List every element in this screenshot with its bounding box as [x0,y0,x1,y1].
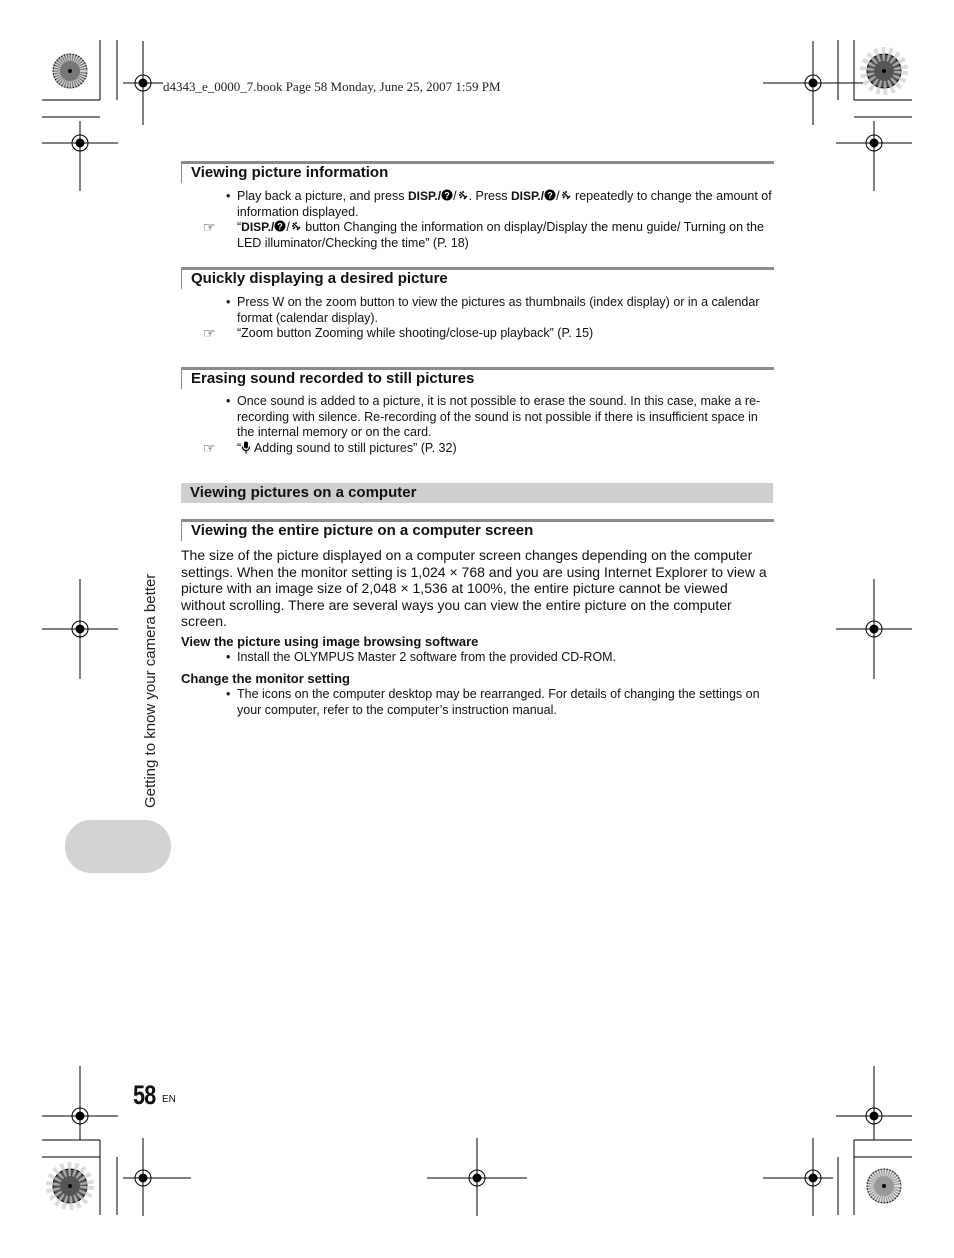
light-icon [457,189,469,201]
help-icon [274,220,286,232]
reference-text: “DISP./ ? / button Changing the information on display/Display the menu guide/ Turning on the LED illuminator/Checking the time” (P. 18) [237,220,764,250]
reference-text: “ Adding sound to still pictures” (P. 32) [237,441,457,455]
subheading-monitor-setting: Change the monitor setting [181,671,350,686]
heading-viewing-picture-information [181,161,774,183]
reference-text: “Zoom button Zooming while shooting/close-up playback” (P. 15) [237,326,594,340]
light-icon [560,189,572,201]
reference-hand-icon: ☞ [203,325,216,341]
list-item-text: Install the OLYMPUS Master 2 software from the provided CD-ROM. [237,650,617,664]
chapter-tab [65,820,171,873]
svg-text:?: ? [444,190,450,201]
light-icon [290,220,302,232]
disp-label: DISP./ [510,189,545,203]
heading-text: Viewing the entire picture on a computer screen [191,522,534,539]
heading-text: Viewing pictures on a computer [190,484,417,501]
help-icon [544,189,556,201]
page-number: 58 [133,1080,156,1110]
mic-icon [241,441,251,454]
svg-text:?: ? [547,190,553,201]
subheading-image-browsing: View the picture using image browsing software [181,634,479,649]
page-language: EN [162,1094,176,1105]
reference-hand-icon: ☞ [203,440,216,456]
heading-text: Viewing picture information [191,164,389,181]
help-icon [441,189,453,201]
list-item-text: The icons on the computer desktop may be rearranged. For details of changing the settings on your computer, refer to the computer’s instruction manual. [237,687,760,717]
heading-viewing-on-computer [181,483,773,503]
list-item-text: Once sound is added to a picture, it is not possible to erase the sound. In this case, make a re-recording with silence. Re-recording of the sound is not possible if there is insufficient space in the internal memory or on the card. [237,394,761,439]
disp-label: DISP./ [241,220,275,234]
heading-text: Quickly displaying a desired picture [191,270,448,287]
print-header: d4343_e_0000_7.book Page 58 Monday, June 25, 2007 1:59 PM [163,79,501,94]
bullet-glyph: • [226,189,231,203]
heading-erasing-sound [181,367,774,389]
bullet-glyph: • [226,295,231,309]
bullet-glyph: • [226,687,231,701]
body-paragraph: The size of the picture displayed on a computer screen changes depending on the computer settings. When the monitor setting is 1,024 × 768 and you are using Internet Explorer to view a picture with an image size of 2,048 × 1,536 at 100%, the entire picture cannot be viewed without scrolling. There are several ways you can view the entire picture on the computer screen. [181,547,767,629]
heading-quickly-displaying [181,267,774,289]
chapter-side-label: Getting to know your camera better [142,573,159,808]
bullet-glyph: • [226,650,231,664]
bullet-glyph: • [226,394,231,408]
list-item-text: Press W on the zoom button to view the pictures as thumbnails (index display) or in a calendar format (calendar display). [237,295,760,325]
disp-label: DISP./ [407,189,442,203]
heading-entire-picture [181,519,774,541]
list-item-text: Play back a picture, and press DISP./ ? / . Press DISP./ ? / repeatedly to change the amount of information displayed. [237,189,772,219]
reference-hand-icon: ☞ [203,219,216,235]
heading-text: Erasing sound recorded to still pictures [191,370,475,387]
svg-text:?: ? [277,221,284,232]
